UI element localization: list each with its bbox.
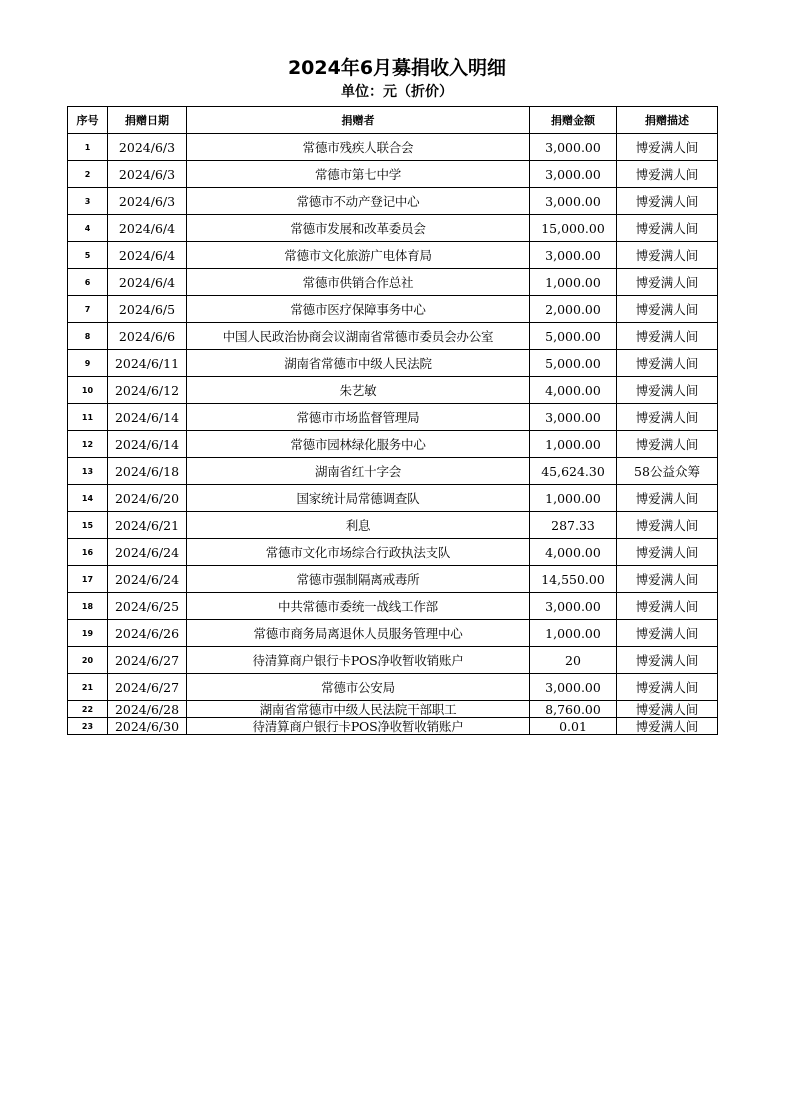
row-number: 2 [68,161,108,188]
donation-amount: 1,000.00 [530,485,617,512]
donation-amount: 3,000.00 [530,674,617,701]
donation-date: 2024/6/18 [108,458,187,485]
donation-description: 博爱满人间 [617,296,718,323]
table-row [68,377,718,404]
table-row [68,296,718,323]
row-number: 13 [68,458,108,485]
row-number: 6 [68,269,108,296]
donor-name: 常德市文化旅游广电体育局 [187,242,530,269]
donation-description: 博爱满人间 [617,215,718,242]
table-row [68,269,718,296]
donation-description: 博爱满人间 [617,512,718,539]
donation-description: 博爱满人间 [617,539,718,566]
donor-name: 常德市文化市场综合行政执法支队 [187,539,530,566]
table-row [68,701,718,718]
donor-name: 湖南省常德市中级人民法院干部职工 [187,701,530,718]
row-number: 11 [68,404,108,431]
donation-date: 2024/6/25 [108,593,187,620]
table-row [68,458,718,485]
donor-name: 常德市公安局 [187,674,530,701]
donation-amount: 4,000.00 [530,539,617,566]
donor-name: 常德市商务局离退休人员服务管理中心 [187,620,530,647]
donation-amount: 20 [530,647,617,674]
donation-date: 2024/6/24 [108,539,187,566]
donor-name: 中共常德市委统一战线工作部 [187,593,530,620]
donation-date: 2024/6/27 [108,647,187,674]
table-row [68,647,718,674]
donor-name: 湖南省红十字会 [187,458,530,485]
donation-description: 博爱满人间 [617,161,718,188]
donor-name: 常德市园林绿化服务中心 [187,431,530,458]
donation-amount: 287.33 [530,512,617,539]
donation-date: 2024/6/26 [108,620,187,647]
donor-name: 常德市市场监督管理局 [187,404,530,431]
donation-description: 博爱满人间 [617,647,718,674]
header-date: 捐赠日期 [108,107,187,134]
donor-name: 利息 [187,512,530,539]
donation-amount: 3,000.00 [530,188,617,215]
donation-amount: 4,000.00 [530,377,617,404]
table-row [68,134,718,161]
donation-amount: 2,000.00 [530,296,617,323]
donation-date: 2024/6/20 [108,485,187,512]
row-number: 20 [68,647,108,674]
donation-date: 2024/6/30 [108,718,187,735]
donation-description: 博爱满人间 [617,701,718,718]
donation-amount: 8,760.00 [530,701,617,718]
donation-description: 博爱满人间 [617,718,718,735]
table-row [68,188,718,215]
donation-date: 2024/6/14 [108,404,187,431]
row-number: 3 [68,188,108,215]
table-row [68,718,718,735]
header-amount: 捐赠金额 [530,107,617,134]
donation-table [67,106,718,735]
donor-name: 常德市强制隔离戒毒所 [187,566,530,593]
donation-date: 2024/6/12 [108,377,187,404]
donation-description: 博爱满人间 [617,431,718,458]
donation-description: 博爱满人间 [617,242,718,269]
header-no: 序号 [68,107,108,134]
donation-amount: 3,000.00 [530,161,617,188]
donation-description: 博爱满人间 [617,323,718,350]
row-number: 9 [68,350,108,377]
donor-name: 常德市第七中学 [187,161,530,188]
donor-name: 待清算商户银行卡POS净收暂收销账户 [187,647,530,674]
table-row [68,512,718,539]
donation-date: 2024/6/14 [108,431,187,458]
donation-amount: 5,000.00 [530,323,617,350]
donation-date: 2024/6/28 [108,701,187,718]
row-number: 4 [68,215,108,242]
row-number: 5 [68,242,108,269]
donation-description: 博爱满人间 [617,485,718,512]
donor-name: 待清算商户银行卡POS净收暂收销账户 [187,718,530,735]
row-number: 12 [68,431,108,458]
donation-amount: 1,000.00 [530,620,617,647]
donor-name: 国家统计局常德调查队 [187,485,530,512]
unit-subtitle: 单位：元（折价） [341,84,453,100]
donation-description: 博爱满人间 [617,566,718,593]
row-number: 18 [68,593,108,620]
table-row [68,485,718,512]
donor-name: 湖南省常德市中级人民法院 [187,350,530,377]
donor-name: 常德市不动产登记中心 [187,188,530,215]
donation-description: 博爱满人间 [617,593,718,620]
table-row [68,350,718,377]
table-row [68,539,718,566]
donation-date: 2024/6/4 [108,215,187,242]
donation-date: 2024/6/27 [108,674,187,701]
donation-date: 2024/6/3 [108,134,187,161]
donation-date: 2024/6/6 [108,323,187,350]
donation-date: 2024/6/3 [108,161,187,188]
row-number: 14 [68,485,108,512]
donation-description: 58公益众筹 [617,458,718,485]
donation-amount: 45,624.30 [530,458,617,485]
row-number: 22 [68,701,108,718]
donation-description: 博爱满人间 [617,269,718,296]
table-row [68,161,718,188]
donation-date: 2024/6/4 [108,242,187,269]
row-number: 16 [68,539,108,566]
donation-description: 博爱满人间 [617,377,718,404]
donation-description: 博爱满人间 [617,188,718,215]
table-row [68,593,718,620]
row-number: 17 [68,566,108,593]
donation-amount: 3,000.00 [530,404,617,431]
donor-name: 常德市发展和改革委员会 [187,215,530,242]
table-header-row [68,107,718,134]
donor-name: 中国人民政治协商会议湖南省常德市委员会办公室 [187,323,530,350]
donor-name: 常德市供销合作总社 [187,269,530,296]
table-row [68,620,718,647]
donation-amount: 3,000.00 [530,593,617,620]
donation-description: 博爱满人间 [617,404,718,431]
donation-date: 2024/6/11 [108,350,187,377]
table-row [68,215,718,242]
row-number: 8 [68,323,108,350]
header-description: 捐赠描述 [617,107,718,134]
donation-date: 2024/6/24 [108,566,187,593]
table-row [68,404,718,431]
donation-date: 2024/6/4 [108,269,187,296]
donation-amount: 3,000.00 [530,134,617,161]
row-number: 10 [68,377,108,404]
donation-date: 2024/6/3 [108,188,187,215]
donation-amount: 14,550.00 [530,566,617,593]
donation-description: 博爱满人间 [617,350,718,377]
donor-name: 常德市医疗保障事务中心 [187,296,530,323]
table-row [68,566,718,593]
donation-description: 博爱满人间 [617,134,718,161]
donor-name: 朱艺敏 [187,377,530,404]
donation-amount: 1,000.00 [530,269,617,296]
table-row [68,431,718,458]
donation-amount: 0.01 [530,718,617,735]
donation-date: 2024/6/21 [108,512,187,539]
donation-description: 博爱满人间 [617,620,718,647]
table-row [68,674,718,701]
donation-amount: 5,000.00 [530,350,617,377]
header-donor: 捐赠者 [187,107,530,134]
donation-amount: 3,000.00 [530,242,617,269]
row-number: 21 [68,674,108,701]
page-title: 2024年6月募捐收入明细 [287,57,507,79]
row-number: 1 [68,134,108,161]
row-number: 19 [68,620,108,647]
donation-amount: 15,000.00 [530,215,617,242]
row-number: 7 [68,296,108,323]
table-row [68,242,718,269]
table-row [68,323,718,350]
donation-amount: 1,000.00 [530,431,617,458]
donation-date: 2024/6/5 [108,296,187,323]
donation-description: 博爱满人间 [617,674,718,701]
row-number: 23 [68,718,108,735]
row-number: 15 [68,512,108,539]
donor-name: 常德市残疾人联合会 [187,134,530,161]
